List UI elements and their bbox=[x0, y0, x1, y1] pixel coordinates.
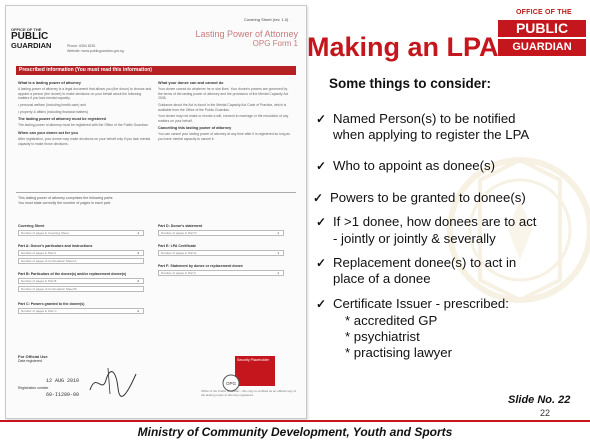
opg-seal-text: OPG bbox=[225, 381, 237, 386]
official-use-heading: For Official Use bbox=[18, 354, 48, 359]
form-heading: The lasting power of attorney must be registered bbox=[18, 117, 106, 122]
form-left-column bbox=[18, 78, 152, 148]
prescribed-banner: Prescribed information (You must read this information) bbox=[16, 66, 296, 75]
bullet-line: place of a donee bbox=[333, 271, 431, 286]
official-use-box bbox=[18, 354, 158, 363]
form-paragraph: After registration, your donee may make decisions on your behalf only if you lack mental capacity to make those decisions. bbox=[18, 136, 151, 146]
form-block-heading: Part B: Particulars of the donee(s) and/or replacement donee(s) bbox=[18, 272, 127, 276]
form-block-heading: Part D: Donor's statement bbox=[158, 224, 203, 228]
form-bullet: • property & affairs (including financial matters) bbox=[18, 109, 89, 114]
form-block-part-f bbox=[158, 264, 284, 278]
official-date-label: Date registered bbox=[18, 359, 42, 363]
form-title bbox=[195, 30, 298, 49]
bullet-replacement-donee bbox=[316, 255, 516, 287]
checkmark-icon: ✓ bbox=[316, 297, 327, 311]
bullet-certificate-issuer bbox=[316, 296, 509, 312]
form-row: Number of pages in Part F 1 bbox=[158, 270, 284, 276]
form-sheet-id: Covering Sheet (rev. 1.0) bbox=[244, 17, 289, 22]
form-block-part-a bbox=[18, 244, 144, 266]
form-title-code: OPG Form 1 bbox=[252, 38, 298, 48]
checkmark-icon: ✓ bbox=[313, 191, 324, 205]
form-title-main: Lasting Power of Attorney bbox=[195, 29, 298, 39]
form-block-part-e bbox=[158, 244, 284, 258]
form-paragraph: Guidance about the Act is found in the Mental Capacity Act Code of Practice, which is available from the Office of the Public Guardian. bbox=[158, 102, 287, 112]
form-pages-intro bbox=[18, 196, 113, 205]
registration-number-stamp: 60-I1200-00 bbox=[46, 392, 80, 398]
lpa-form-image bbox=[5, 5, 307, 419]
footer-ministry: Ministry of Community Development, Youth and Sports bbox=[137, 425, 453, 439]
form-row: Number of pages in Covering Sheet 1 bbox=[18, 230, 144, 236]
bullet-line: Named Person(s) to be notified bbox=[333, 111, 516, 126]
footer-rule bbox=[0, 420, 590, 422]
bullet-multiple-donees bbox=[316, 214, 536, 230]
form-block-heading: Part E: LPA Certificate bbox=[158, 244, 196, 248]
form-block-heading: Covering Sheet bbox=[18, 224, 45, 228]
registration-date-stamp: 12 AUG 2010 bbox=[46, 378, 80, 384]
issuer-lawyer: * practising lawyer bbox=[345, 345, 453, 360]
checkmark-icon: ✓ bbox=[316, 215, 327, 229]
form-brand-public: PUBLIC bbox=[11, 31, 49, 42]
slide-number-label: Slide No. 22 bbox=[508, 394, 571, 406]
form-paragraph: The lasting power of attorney must be registered with the Office of the Public Guardian. bbox=[18, 123, 149, 128]
checkmark-icon: ✓ bbox=[316, 159, 327, 173]
form-block-part-c bbox=[18, 302, 144, 316]
page-number: 22 bbox=[540, 408, 551, 418]
form-contact bbox=[67, 44, 124, 53]
bullet-line: If >1 donee, how donees are to act bbox=[333, 214, 537, 229]
slide-title: Making an LPA bbox=[307, 32, 499, 62]
form-row: Number of pages in Part A 3 bbox=[18, 250, 144, 256]
bullet-line: Certificate Issuer - prescribed: bbox=[333, 296, 509, 311]
bullet-line: when applying to register the LPA bbox=[333, 127, 530, 142]
checkmark-icon: ✓ bbox=[316, 112, 327, 126]
form-brand-office: OFFICE OF THE bbox=[11, 27, 42, 32]
bullet-line: Who to appoint as donee(s) bbox=[333, 158, 496, 173]
form-block-part-d bbox=[158, 224, 284, 238]
form-contact-phone: Phone: 6354 8251 bbox=[67, 44, 96, 48]
form-heading: Cancelling this lasting power of attorney bbox=[158, 126, 232, 131]
bullet-powers bbox=[313, 190, 526, 206]
form-row: Number of pages of Continuation Sheet B bbox=[18, 286, 144, 292]
checkmark-icon: ✓ bbox=[316, 256, 327, 270]
form-row: Number of pages in Part C 2 bbox=[18, 308, 144, 314]
form-brand-logo bbox=[11, 28, 63, 50]
form-brand-guardian: GUARDIAN bbox=[11, 41, 52, 50]
logo-guardian-text: GUARDIAN bbox=[498, 39, 586, 56]
official-regno-label: Registration number bbox=[18, 386, 49, 390]
form-block-heading: Part F: Statement by donee or replacement donee bbox=[158, 264, 243, 268]
form-contact-web: Website: www.publicguardian.gov.sg bbox=[67, 48, 124, 53]
form-pages-line: This lasting power of attorney comprises the following parts: bbox=[18, 196, 114, 200]
form-row: Number of pages in Part D 1 bbox=[158, 230, 284, 236]
signature-scribble bbox=[88, 366, 138, 398]
form-bullet: • personal welfare (including health care) and bbox=[18, 102, 86, 107]
form-paragraph: Your donee cannot do whatever he or she likes. Your donee's powers are governed by the terms of the lasting power of attorney and the provisions of the Mental Capacity Act 2008. bbox=[158, 87, 289, 101]
form-heading: What your donee can and cannot do bbox=[158, 81, 224, 85]
form-heading: When can your donee act for you bbox=[18, 130, 78, 135]
form-block-part-b bbox=[18, 272, 144, 294]
form-paragraph: A lasting power of attorney is a legal document that allows you (the donor) to choose and appoint a person (the donee) to make decisions on your behalf about the following matters if you lack mental capacity. bbox=[18, 87, 152, 101]
bullet-sub-joint: - jointly or jointly & severally bbox=[333, 231, 496, 246]
logo-office-text: OFFICE OF THE bbox=[516, 9, 572, 16]
form-pages-line: You must state correctly the number of pages in each part. bbox=[18, 200, 111, 205]
form-row: Number of pages in Part E 1 bbox=[158, 250, 284, 256]
form-paragraph: You can cancel your lasting power of attorney at any time after it is registered as long as you have mental capacity to cancel it. bbox=[158, 132, 290, 141]
bullet-named-persons bbox=[316, 111, 529, 143]
issuer-gp: * accredited GP bbox=[345, 313, 438, 328]
form-row: Number of pages in Part B 2 bbox=[18, 278, 144, 284]
form-heading: What is a lasting power of attorney bbox=[18, 81, 81, 85]
bullet-who-to-appoint bbox=[316, 158, 495, 174]
form-paragraph: Your donee may not make or revoke a will, consent to marriage or the resolution of any matters on your behalf. bbox=[158, 114, 289, 123]
form-divider bbox=[16, 192, 296, 193]
form-block-heading: Part A: Donor's particulars and instructions bbox=[18, 244, 93, 248]
bullet-line: Powers to be granted to donee(s) bbox=[330, 190, 526, 205]
form-row: Number of pages of Continuation Sheet A bbox=[18, 258, 144, 264]
form-block-heading: Part C: Powers granted to the donee(s) bbox=[18, 302, 85, 306]
form-right-column bbox=[158, 78, 292, 144]
security-placeholder: Security Placeholder bbox=[235, 356, 275, 386]
slide-subtitle: Some things to consider: bbox=[329, 76, 492, 91]
logo-public-text: PUBLIC bbox=[498, 20, 586, 37]
form-block-covering bbox=[18, 224, 144, 238]
bullet-line: Replacement donee(s) to act in bbox=[333, 255, 517, 270]
form-footline: Office of the Public Guardian - this copy is certified as an official copy of the lasting power of attorney registered. bbox=[201, 389, 297, 397]
issuer-psychiatrist: * psychiatrist bbox=[345, 329, 420, 344]
public-guardian-logo bbox=[498, 6, 586, 56]
